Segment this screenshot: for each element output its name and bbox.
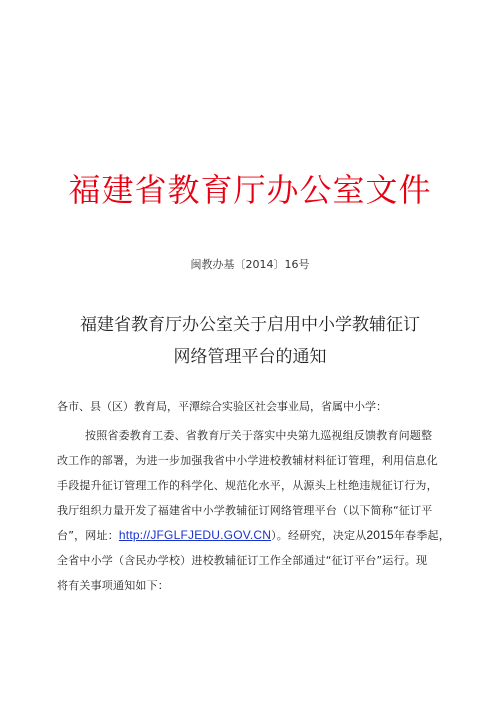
body-line-5-middle: ）。经研究，决定从 <box>271 529 367 542</box>
notice-title-line-1: 福建省教育厅办公室关于启用中小学教辅征订 <box>80 315 420 335</box>
document-number: 闽教办基〔2014〕16号 <box>190 258 310 271</box>
body-line-7: 将有关事项通知如下： <box>57 579 169 592</box>
office-header-title: 福建省教育厅办公室文件 <box>68 171 432 209</box>
body-line-5-suffix: 年春季起， <box>393 529 450 542</box>
notice-title-line-2: 网络管理平台的通知 <box>173 347 327 367</box>
body-line-5-prefix: 台”，网址： <box>57 529 119 542</box>
notice-title <box>0 313 500 369</box>
body-line-5 <box>57 523 457 548</box>
body-line-4: 我厅组织力量开发了福建省中小学教辅征订网络管理平台（以下简称“征订平 <box>57 504 433 517</box>
body-line-5-year: 2015 <box>366 528 394 542</box>
body-line-6: 全省中小学（含民办学校）进校教辅征订工作全部通过“征订平台”运行。现 <box>57 554 428 567</box>
body-line-2: 改工作的部署，为进一步加强我省中小学进校教辅材料征订管理，利用信息化 <box>57 454 438 467</box>
body-line-1: 按照省委教育工委、省教育厅关于落实中央第九巡视组反馈教育问题整 <box>85 429 433 442</box>
addressee-line: 各市、县（区）教育局，平潭综合实验区社会事业局，省属中小学： <box>57 400 387 413</box>
platform-url-link[interactable]: http://JFGLFJEDU.GOV.CN <box>118 528 272 542</box>
body-line-3: 手段提升征订管理工作的科学化、规范化水平，从源头上杜绝违规征订行为， <box>57 479 438 492</box>
notice-body <box>57 423 457 598</box>
